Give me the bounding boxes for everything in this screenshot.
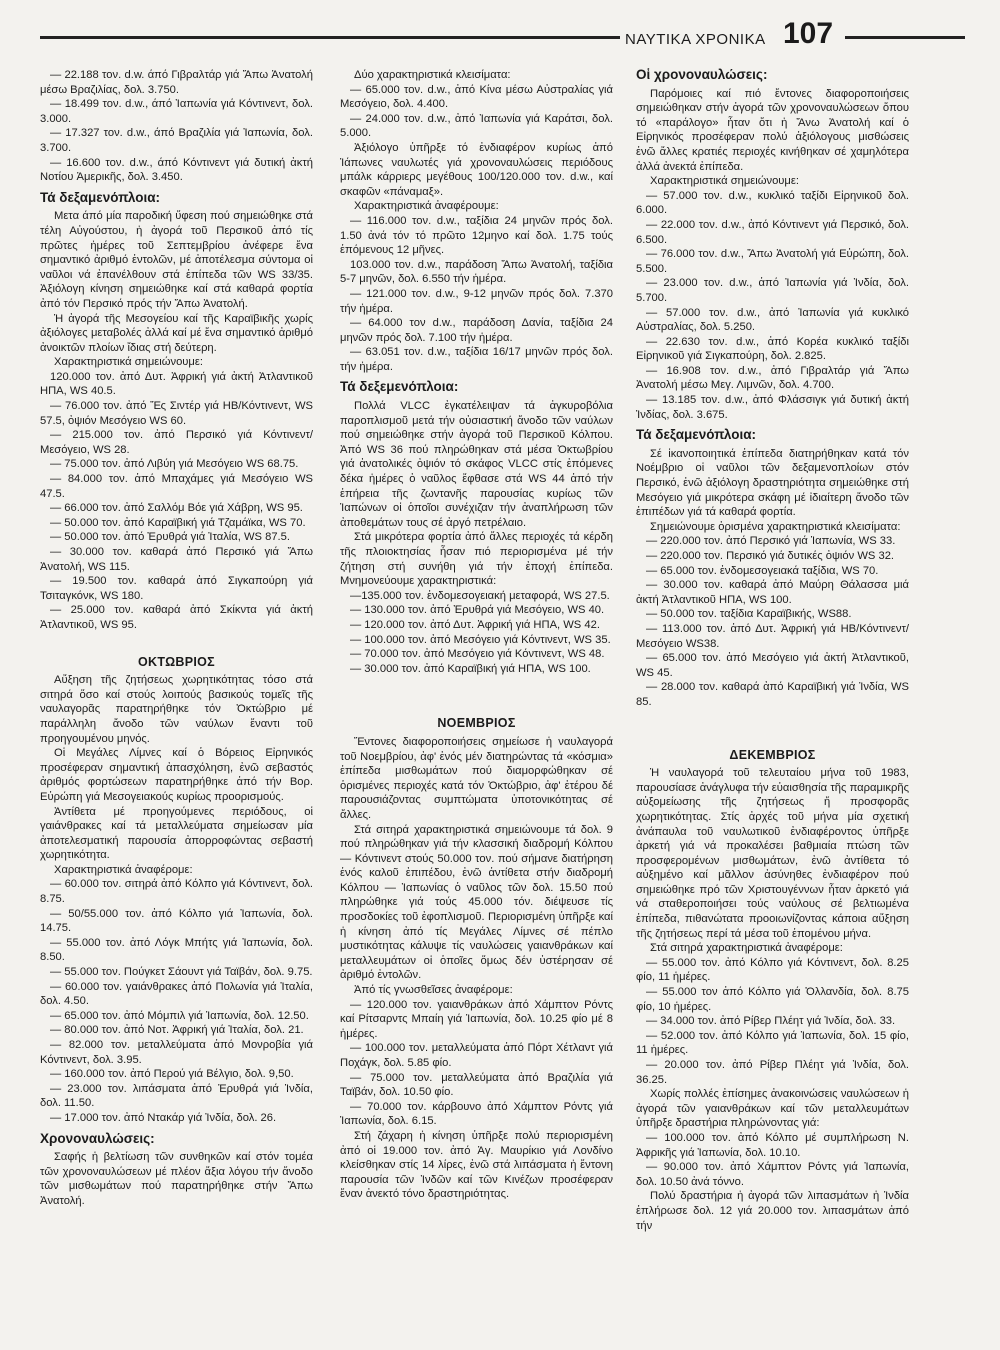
list-item: — 16.908 τον. d.w., ἀπό Γιβραλτάρ γιά Ἄπω Ἀνατολή μέσω Μεγ. Λιμνῶν, δολ. 4.700. (636, 364, 909, 392)
month-heading-october: ΟΚΤΩΒΡΙΟΣ (138, 654, 215, 669)
list-item: — 18.499 τον. d.w., άπό Ἰαπωνία γιά Κόντινεντ, δολ. 3.000. (40, 98, 313, 125)
magazine-title: ΝΑΥΤΙΚΑ ΧΡΟΝΙΚΑ (625, 31, 766, 48)
list-item: — 65.000 τον. ἀπό Μόμπιλ γιά Ἰαπωνία, δολ. 12.50. (50, 1009, 309, 1022)
list-item: — 22.000 τον. d.w., ἀπό Κόντινεντ γιά Περσικό, δολ. 6.500. (636, 218, 909, 246)
list-item: — 55.000 τον. Πούγκετ Σάουντ γιά Ταϊβάν, δολ. 9.75. (50, 966, 313, 979)
list-item: — 82.000 τον. μεταλλεύματα ἀπό Μονροβία γιά Κόντινεντ, δολ. 3.95. (40, 1039, 313, 1066)
list-item: — 55.000 τον. ἀπό Κόλπο γιά Κόντινεντ, δολ. 8.25 φίο, 11 ἡμέρες. (636, 956, 909, 984)
paragraph: Χαρακτηριστικά σημειώνουμε: (54, 356, 203, 369)
list-item: — 100.000 τον. ἀπό Μεσόγειο γιά Κόντινεντ, WS 35. (350, 633, 611, 646)
list-item: — 220.000 τον. ἀπό Περσικό γιά Ἰαπωνία, WS 33. (646, 535, 896, 548)
section-heading-tankers: Τά δεξαμενόπλοια: (40, 189, 161, 205)
list-item: — 215.000 τον. ἀπό Περσικό γιά Κόντινεντ/Μεσόγειο, WS 28. (40, 429, 313, 456)
list-item: — 57.000 τον. d.w., κυκλικό ταξίδι Εἰρηνικοῦ δολ. 6.000. (636, 189, 909, 217)
list-item: — 70.000 τον. ἀπό Μεσόγειο γιά Κόντινεντ, WS 48. (350, 648, 605, 661)
list-item: — 50.000 τον. ἀπό Καραϊβική γιά Τζαμάϊκα, WS 70. (50, 516, 306, 529)
paragraph: Στά σιτηρά χαρακτηριστικά ἀναφέρομε: (650, 942, 843, 955)
list-item: — 120.000 τον. γαιανθράκων ἀπό Χάμπτον Ρόντς καί Ρίτσαρντς Μπαίη γιά Ἰαπωνία, δολ. 10.25 φίο μέ 8 ἡμέρες. (340, 998, 613, 1040)
list-item: 120.000 τον. ἀπό Δυτ. Ἀφρική γιά ἀκτή Ἀτλαντικοῦ ΗΠΑ, WS 40.5. (40, 370, 313, 398)
column-3 (636, 68, 909, 1233)
list-item: — 76.000 τον. ἀπό Ἔς Σιντέρ γιά ΗΒ/Κόντινεντ, WS 57.5, ὀψιόν Μεσόγειο WS 60. (40, 400, 313, 427)
list-item: — 121.000 τον. d.w., 9-12 μηνῶν πρός δολ. 7.370 τήν ἡμέρα. (340, 287, 613, 315)
list-item: — 20.000 τον. ἀπό Ρίβερ Πλέητ γιά Ἰνδία, δολ. 36.25. (636, 1059, 909, 1086)
list-item: — 30.000 τον. ἀπό Καραϊβική γιά ΗΠΑ, WS 100. (350, 662, 591, 675)
paragraph: Στά μικρότερα φορτία ἀπό ἄλλες περιοχές τά κέρδη τῆς πλοιοκτησίας ἦσαν πιό περιορισμένα μέ τήν ζήτηση στή συνήθη γιά τήν ἐποχή ἐπίπεδα. Μνημονεύουμε χαρακτηριστικά: (340, 531, 613, 588)
list-item: — 25.000 τον. καθαρά ἀπό Σκίκντα γιά ἀκτή Ἀτλαντικοῦ, WS 95. (40, 604, 313, 631)
paragraph: Αὔξηση τῆς ζητήσεως χωρητικότητας τόσο στά σιτηρά ὅσο καί στούς λοιπούς βασικούς τομεῖς τῆς ναυλαγορᾶς παρατηρήθηκε τόν Ὀκτώβριο μέ παράλληλη ἄνοδο τῶν ναύλων ἔναντι τοῦ προηγουμένου μηνός. (40, 674, 313, 745)
list-item: — 66.000 τον. ἀπό Σαλλόμ Βόε γιά Χάβρη, WS 95. (50, 502, 303, 515)
paragraph: Ἡ ἀγορά τῆς Μεσογείου καί τῆς Καραϊβικῆς χωρίς ἀξιόλογες μεταβολές ἀλλά καί μέ ἕνα σημαντικό ἀριθμό ἀνοικτῶν πλοίων ἴδιας στή δεύτερη. (40, 312, 313, 354)
list-item: — 75.000 τον. ἀπό Λιβύη γιά Μεσόγειο WS 68.75. (50, 458, 299, 471)
paragraph: Μετα άπό μία παροδική ὕφεση πού σημειώθηκε στά τέλη Αὐγούστου, ἡ ἀγορά τοῦ Περσικοῦ ἀπό τίς πρῶτες ἡμέρες τοῦ Σεπτεμβρίου ἀνέφερε ἕνα σημαντικό ἀριθμό ἐντολῶν, μέ ἀποτέλεσμα σύντομα οἱ ναῦλοι νά ἐπανέλθουν στά ἐπίπεδα τῶν WS 33/35. Ἀξιόλογη κίνηση σημειώθηκε καί στά καθαρά φορτία ἀπό τόν Περσικό πρός τήν Ἄπω Ἀνατολή. (40, 210, 313, 310)
list-item: — 65.000 τον. ἐνδομεσογειακά ταξίδια, WS 70. (646, 564, 879, 577)
list-item: — 22.188 τον. d.w. άπό Γιβραλτάρ γιά Ἄπω Ἀνατολή μέσω Βραζιλίας, δολ. 3.750. (40, 69, 313, 96)
paragraph: Ἀπό τίς γνωσθεῖσες ἀναφέρομε: (354, 984, 513, 997)
paragraph: Στά σιτηρά χαρακτηριστικά σημειώνουμε τά δολ. 9 πού πληρώθηκαν γιά τήν κλασσική διαδρομή Κόλπου — Κόντινεντ στούς 50.000 τον. πού σήμανε διατήρηση ἑνός καλοῦ ἐπιπέδου, ἐνῶ ἀντίθετα στήν διαδρομή Κόλπου — Ἰαπωνίας ὁ ναῦλος τῶν δολ. 15.50 πού πληρώθηκε γιά τούς 45.000 τόν. διέψευσε τίς προσδοκίες τοῦ ἐφοπλισμοῦ. Περιορισμένη ὑπῆρξε καί ἡ κίνηση ἀπό τίς Μεγάλες Λίμνες σέ πέπλο μυστικότητας κάλυψε τίς ναυλώσεις γαιανθράκων καί μεταλλευμάτων οἱ ὁποῖες ὅμως δέν ὑστέρησαν σέ ἀριθμό ἐντολῶν. (340, 823, 613, 982)
list-item: — 90.000 τον. ἀπό Χάμπτον Ρόντς γιά Ἰαπωνία, δολ. 10.50 ἀνά τόννο. (636, 1161, 909, 1188)
list-item: — 57.000 τον. d.w., ἀπό Ἰαπωνία γιά κυκλικό Αὐστραλίας, δολ. 5.250. (636, 306, 909, 334)
paragraph: Χαρακτηριστικά σημειώνουμε: (650, 175, 799, 188)
list-item: — 23.000 τον. d.w., ἀπό Ἰαπωνία γιά Ἰνδία, δολ. 5.700. (636, 277, 909, 304)
section-heading-timecharter: Χρονοναυλώσεις: (40, 1130, 155, 1146)
list-item: 103.000 τον. d.w., παράδοση Ἄπω Ἀνατολή, ταξίδια 5-7 μηνῶν, δολ. 6.550 τήν ἡμέρα. (340, 258, 613, 286)
list-item: — 55.000 τον ἀπό Κόλπο γιά Ὁλλανδία, δολ. 8.75 φίο, 10 ἡμέρες. (636, 986, 909, 1013)
list-item: — 65.000 τον. ἀπό Μεσόγειο γιά ἀκτή Ἀτλαντικοῦ, WS 45. (636, 652, 909, 679)
list-item: — 75.000 τον. μεταλλεύματα ἀπό Βραζιλία γιά Ταϊβάν, δολ. 10.50 φίο. (340, 1071, 613, 1099)
section-heading-tankers: Τά δεξεμενόπλοια: (340, 379, 459, 395)
list-item: — 16.600 τον. d.w., άπό Κόντινεντ γιά δυτική ἀκτή Νοτίου Ἀμερικῆς, δολ. 3.450. (40, 156, 313, 184)
paragraph: Παρόμοιες καί πιό ἔντονες διαφοροποιήσεις σημειώθηκαν στήν ἀγορά τῶν χρονοναυλώσεων ὅπου τό «παράλογο» ἦταν ὅτι ἡ Ἄνω Ἀνατολή καί ὁ Εἰρηνικός προσέφεραν πολύ ἀξιόλογους μισθώσεις ἐνῶ ἄλλες κρατιές περιοχές κινήθηκαν σέ χαμηλότερα ἀλλά ἀνεκτά ἐπίπεδα. (636, 87, 909, 173)
header-rule-left (40, 36, 620, 39)
paragraph: Σημειώνουμε ὁρισμένα χαρακτηριστικά κλεισίματα: (650, 520, 901, 533)
paragraph: Οἱ Μεγάλες Λίμνες καί ὁ Βόρειος Εἰρηνικός προσέφεραν σημαντική ἀπασχόληση, ἐνῶ σεβαστός ἀριθμός φορτώσεων παρατηρήθηκε ἀπό τήν Βορ. Εὐρώπη γιά Μεσογειακούς κυρίως προορισμούς. (40, 747, 313, 803)
list-item: — 116.000 τον. d.w., ταξίδια 24 μηνῶν πρός δολ. 1.50 ἀνά τόν τό πρῶτο 12μηνο καί δολ. 1.75 τούς ἑπόμενους 12 μῆνες. (340, 214, 613, 257)
list-item: — 120.000 τον. ἀπό Δυτ. Ἀφρική γιά ΗΠΑ, WS 42. (350, 618, 600, 631)
column-2 (340, 68, 613, 1202)
list-item: — 65.000 τον. d.w., ἀπό Κίνα μέσω Αὐστραλίας γιά Μεσόγειο, δολ. 4.400. (340, 83, 613, 111)
list-item: — 84.000 τον. ἀπό Μπαχάμες γιά Μεσόγειο WS 47.5. (40, 473, 313, 500)
list-item: — 13.185 τον. d.w., ἀπό Φλάσσιγκ γιά δυτική ἀκτή Ἰνδίας, δολ. 3.675. (636, 394, 909, 421)
list-item: — 24.000 τον. d.w., ἀπό Ἰαπωνία γιά Καράτσι, δολ. 5.000. (340, 112, 613, 140)
paragraph: Σαφής ἡ βελτίωση τῶν συνθηκῶν καί στόν τομέα τῶν χρονοναυλώσεων μέ πλέον ἄξια λόγου τήν ἄνοδο τῶν μισθωμάτων πού παρατηρήθηκε στήν Ἄπω Ἀνατολή. (40, 1151, 313, 1207)
paragraph: Χωρίς πολλές ἐπίσημες ἀνακοινώσεις ναυλώσεων ἡ ἀγορά τῶν γαιανθράκων καί τῶν μεταλλευμάτων ὑπῆρξε δραστήρια πληρώνοντας γιά: (636, 1088, 909, 1130)
list-item: — 23.000 τον. λιπάσματα ἀπό Ἐρυθρά γιά Ἰνδία, δολ. 11.50. (40, 1082, 313, 1110)
list-item: — 50.000 τον. ἀπό Ἐρυθρά γιά Ἰταλία, WS 87.5. (50, 531, 290, 544)
list-item: — 63.051 τον. d.w., ταξίδια 16/17 μηνῶν πρός δολ. τήν ἡμέρα. (340, 346, 613, 373)
paragraph: Σέ ἱκανοποιητικά ἐπίπεδα διατηρήθηκαν κατά τόν Νοέμβριο οἱ ναῦλοι τῶν δεξαμενοπλοίων στόν Περσικό, ἐνῶ ἀξιόλογη δραστηριότητα σημειώθηκε στή Μεσόγειο γιά μικρότερα σκάφη μέ ἰδιαίτερη ἄνοδο τῶν ἐπιπέδων γιά τά καθαρά φορτία. (636, 447, 909, 519)
list-item: — 17.000 τον. ἀπό Ντακάρ γιά Ἰνδία, δολ. 26. (50, 1111, 277, 1124)
paragraph: Ἡ ναυλαγορά τοῦ τελευταίου μήνα τοῦ 1983, παρουσίασε ἀνάγλυφα τήν εὐαισθησία τῆς παραμικρῆς αὐξομείωσης τῆς ζητήσεως ἤ προσφορᾶς χωρητικότητας. Στίς ἀρχές τοῦ μήνα μία σχετική ἀνάπαυλα τοῦ ναυλωτικοῦ ἐνδιαφέροντος ὑπῆρξε ἀρκετή γιά νά προκαλέσει βαθμιαία πτώση τῶν προσφερομένων μισθωμάτων, ἐνῶ ἀντίθετα τό αὐξημένο καί μᾶλλον ἀσύνηθες ἐνδιαφέρον πού σημειώθηκε πρό τῶν Χριστουγέννων ἦταν ἀρκετό γιά νά σταθεροποιήσει τούς ναύλους σέ βελτιωμένα ἐπίπεδα, πιθανώτατα προοιωνίζοντας κάποια αὔξηση τῆς ζητήσεως περί τά μέσα τοῦ ἑπομένου μήνα. (636, 767, 909, 940)
list-item: — 100.000 τον. μεταλλεύματα ἀπό Πόρτ Χέτλαντ γιά Ποχάγκ, δολ. 5.85 φίο. (340, 1042, 613, 1069)
month-heading-november: ΝΟΕΜΒΡΙΟΣ (437, 716, 516, 731)
list-item: — 76.000 τον. d.w., Ἄπω Ἀνατολή γιά Εὐρώπη, δολ. 5.500. (636, 248, 909, 275)
list-item: — 30.000 τον. καθαρά ἀπό Μαύρη Θάλασσα μιά ἀκτή Ἀτλαντικοῦ ΗΠΑ, WS 100. (636, 579, 909, 606)
paragraph: Πολύ δραστήρια ἡ ἀγορά τῶν λιπασμάτων ἡ Ἰνδία ἐπλήρωσε δολ. 12 γιά 20.000 τον. λιπασμάτων ἀπό τήν (636, 1190, 909, 1232)
list-item: — 50/55.000 τον. ἀπό Κόλπο γιά Ἰαπωνία, δολ. 14.75. (40, 907, 313, 935)
header-rule-right (845, 36, 965, 39)
list-item: — 113.000 τον. ἀπό Δυτ. Ἀφρική γιά ΗΒ/Κόντινεντ/Μεσόγειο WS38. (636, 622, 909, 650)
list-item: — 60.000 τον. γαιάνθρακες ἀπό Πολωνία γιά Ἰταλία, δολ. 4.50. (40, 980, 313, 1008)
list-item: — 28.000 τον. καθαρά ἀπό Καραϊβική γιά Ἰνδία, WS 85. (636, 681, 909, 708)
list-item: — 130.000 τον. ἀπό Ἐρυθρά γιά Μεσόγειο, WS 40. (350, 604, 605, 617)
list-item: — 22.630 τον. d.w., ἀπό Κορέα κυκλικό ταξίδι Εἰρηνικοῦ γιά Σιγκαπούρη, δολ. 2.825. (636, 335, 909, 363)
paragraph: Δύο χαρακτηριστικά κλεισίματα: (354, 69, 511, 81)
list-item: — 55.000 τον. ἀπό Λόγκ Μπήτς γιά Ἰαπωνία, δολ. 8.50. (40, 936, 313, 964)
list-item: — 17.327 τον. d.w., άπό Βραζιλία γιά Ἰαπωνία, δολ. 3.700. (40, 127, 313, 154)
list-item: — 220.000 τον. Περσικό γιά δυτικές ὀψιόν WS 32. (646, 550, 895, 562)
list-item: — 34.000 τον. ἀπό Ρίβερ Πλέητ γιά Ἰνδία, δολ. 33. (646, 1015, 896, 1028)
paragraph: Ἀξιόλογο ὑπῆρξε τό ἐνδιαφέρον κυρίως ἀπό Ἰάπωνες ναυλωτές γιά χρονοναυλώσεις περιόδους μπάλκ κάρριερς μεγέθους 100/120.000 τον. d.w., καί σκαφῶν «πάναμαξ». (340, 141, 613, 198)
paragraph: Πολλά VLCC ἐγκατέλειψαν τά ἀγκυροβόλια παροπλισμοῦ μετά τήν οὐσιαστική ἄνοδο τῶν ναύλων πού σημειώθηκε στήν ἀγορά τοῦ Περσικοῦ Κόλπου. Ἀπό WS 36 πού πληρώθηκαν στά μέσα Ὀκτωβρίου γιά ἀνατολικές ὀψιόν τό σκάφος VLCC στίς ἑπόμενες δέκα ἡμέρες ὁ ναῦλος ἔφθασε στά WS 44 ἀπό τήν ἐπήρεια τῆς ζωντανῆς παρουσίας κυρίως τῶν Ἰαπώνων οἱ ὁποῖοι συνέχιζαν τήν ἀναπλήρωση τῶν ἀποθεμάτων τους σέ ἀργό πετρέλαιο. (340, 400, 613, 529)
list-item: — 160.000 τον. ἀπό Περού γιά Βέλγιο, δολ. 9,50. (50, 1068, 294, 1081)
page-number: 107 (783, 17, 834, 50)
list-item: — 60.000 τον. σιτηρά ἀπό Κόλπο γιά Κόντινεντ, δολ. 8.75. (40, 878, 313, 906)
list-item: —135.000 τον. ἐνδομεσογειακή μεταφορά, WS 27.5. (350, 589, 610, 602)
paragraph: Ἀντίθετα μέ προηγούμενες περιόδους, οἱ γαιάνθρακες καί τά μεταλλεύματα σημείωσαν μία ἀποτελεσματική παρουσία ἀπορροφώντας σεβαστή χωρητικότητα. (40, 805, 313, 862)
list-item: — 100.000 τον. ἀπό Κόλπο μέ συμπλήρωση Ν. Ἀφρικῆς γιά Ἰαπωνία, δολ. 10.10. (636, 1131, 909, 1159)
paragraph: Χαρακτηριστικά ἀναφέρουμε: (354, 200, 499, 213)
list-item: — 70.000 τον. κάρβουνο ἀπό Χάμπτον Ρόντς γιά Ἰαπωνία, δολ. 6.15. (340, 1100, 613, 1128)
column-1 (40, 68, 313, 1209)
list-item: — 50.000 τον. ταξίδια Καραϊβικής, WS88. (646, 608, 852, 621)
list-item: — 19.500 τον. καθαρά ἀπό Σιγκαπούρη γιά Τσιταγκόνκ, WS 180. (40, 575, 313, 602)
list-item: — 64.000 τον d.w., παράδοση Δανία, ταξίδια 24 μηνῶν πρός δολ. 7.100 τήν ἡμέρα. (340, 317, 613, 344)
paragraph: Ἔντονες διαφοροποιήσεις σημείωσε ἡ ναυλαγορά τοῦ Νοεμβρίου, ἀφ' ἑνός μέν διατηρώντας τά «κόσμια» ἐπίπεδα μισθωμάτων πού διαμορφώθηκαν σέ ὁρισμένες περιοχές κατά τόν Ὀκτώβριο, ἀφ' ἑτέρου δέ παρουσιάζοντας συμπτώματα ὑποτονικότητας σέ ἄλλες. (340, 735, 613, 821)
section-heading-timecharter: Οἱ χρονοναυλώσεις: (636, 67, 768, 82)
paragraph: Χαρακτηριστικά ἀναφέρομε: (54, 863, 193, 876)
list-item: — 80.000 τον. ἀπό Νοτ. Ἀφρική γιά Ἰταλία, δολ. 21. (50, 1024, 304, 1037)
list-item: — 52.000 τον. ἀπό Κόλπο γιά Ἰαπωνία, δολ. 15 φίο, 11 ἡμέρες. (636, 1029, 909, 1057)
paragraph: Στή ζάχαρη ἡ κίνηση ὑπῆρξε πολύ περιορισμένη ἀπό οἱ 19.000 τον. ἀπό Ἁγ. Μαυρίκιο γιά Λονδίνο κλείσθηκαν στίς 14 λίρες, ἐνῶ στά λιπάσματα ἡ ἔντονη παρουσία τῶν Ἰνδῶν καί τῶν Κινέζων προσέφεραν ἕναν ἀνεκτό τόνο δραστηριότητας. (340, 1129, 613, 1201)
list-item: — 30.000 τον. καθαρά ἀπό Περσικό γιά Ἄπω Ἀνατολή, WS 115. (40, 546, 313, 573)
month-heading-december: ΔΕΚΕΜΒΡΙΟΣ (729, 747, 816, 762)
section-heading-tankers: Τά δεξαμενόπλοια: (636, 427, 757, 443)
